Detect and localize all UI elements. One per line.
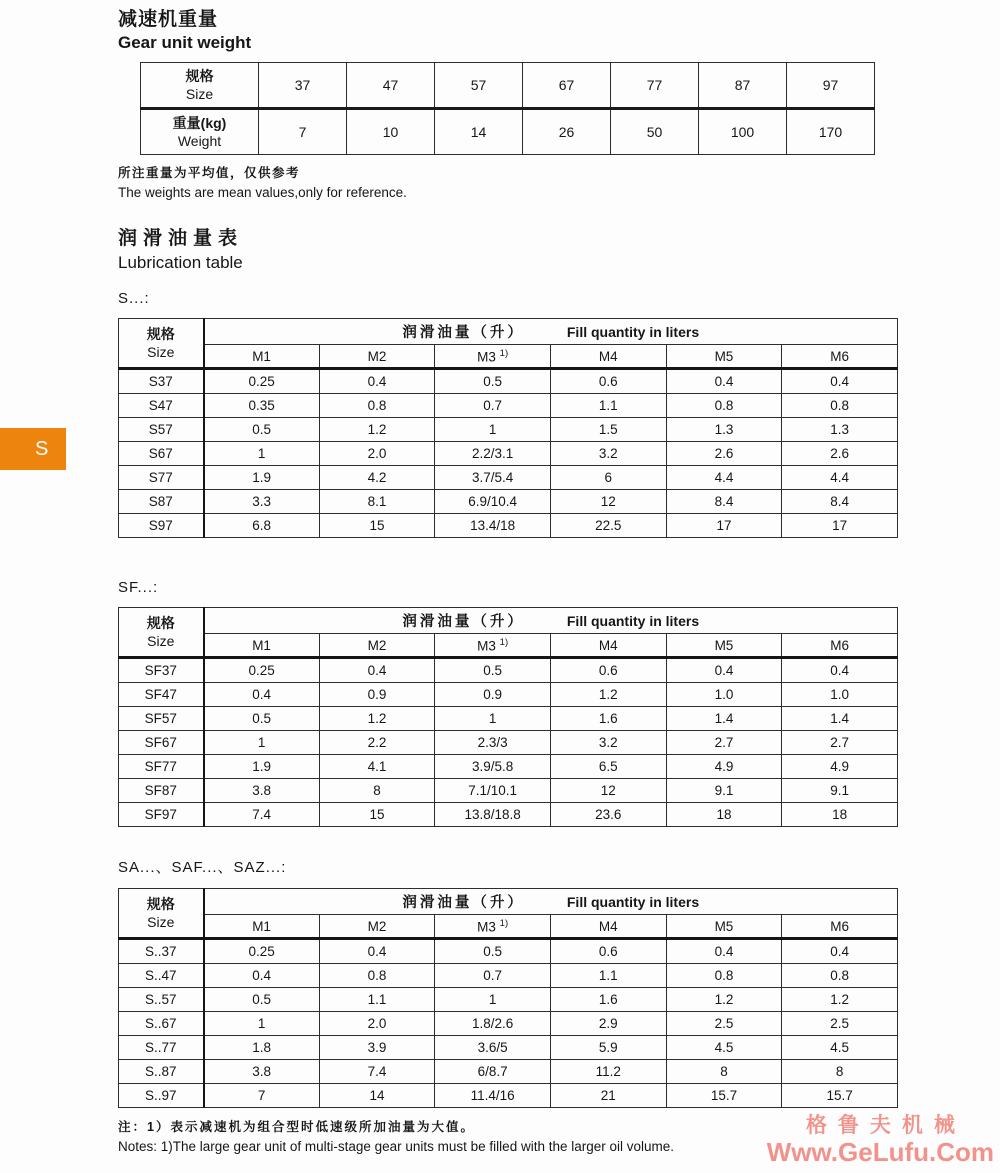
value-cell: 9.1 (666, 779, 782, 803)
value-cell: 6 (550, 466, 666, 490)
value-cell: 4.4 (666, 466, 782, 490)
m-column-header: M1 (204, 915, 320, 939)
value-cell: 0.9 (319, 683, 435, 707)
value-cell: 1 (435, 707, 551, 731)
value-cell: 1.3 (666, 418, 782, 442)
row-label-cell: S..37 (119, 939, 204, 964)
fill-quantity-label-zh: 润滑油量（升） (402, 614, 525, 630)
value-cell: 1.4 (782, 707, 898, 731)
lube-section-sf (118, 579, 918, 827)
lube-table-header (119, 889, 898, 939)
lube-table-row (119, 1060, 898, 1084)
row-label-cell: S..47 (119, 964, 204, 988)
value-cell: 3.2 (550, 731, 666, 755)
row-label-cell: S37 (119, 369, 204, 394)
lube-table-row (119, 1036, 898, 1060)
lube-table-header (119, 608, 898, 658)
m-column-header: M5 (666, 634, 782, 658)
value-cell: 1.1 (550, 394, 666, 418)
m-column-header: M2 (319, 345, 435, 369)
value-cell: 6.5 (550, 755, 666, 779)
value-cell: 0.4 (782, 658, 898, 683)
value-cell: 8.4 (782, 490, 898, 514)
value-cell: 1.0 (782, 683, 898, 707)
value-cell: 1 (435, 988, 551, 1012)
fill-quantity-header (204, 608, 898, 634)
value-cell: 3.8 (204, 779, 320, 803)
size-header-zh: 规格 (185, 68, 214, 84)
value-cell: 7 (204, 1084, 320, 1108)
value-cell: 1.8 (204, 1036, 320, 1060)
row-label-cell: S..57 (119, 988, 204, 1012)
section-label-sa: SA...、SAF...、SAZ...: (118, 859, 287, 876)
size-header-zh: 规格 (146, 615, 175, 631)
row-label-cell: S67 (119, 442, 204, 466)
value-cell: 1.8/2.6 (435, 1012, 551, 1036)
fill-quantity-label-en: Fill quantity in liters (566, 893, 700, 910)
m-column-header: M2 (319, 915, 435, 939)
value-cell: 0.7 (435, 964, 551, 988)
weight-size-cell: 97 (787, 63, 875, 109)
size-header-zh: 规格 (146, 896, 175, 912)
value-cell: 1.9 (204, 466, 320, 490)
value-cell: 0.5 (435, 369, 551, 394)
watermark (767, 1112, 994, 1166)
value-cell: 15 (319, 803, 435, 827)
weight-note-zh: 所注重量为平均值，仅供参考 (118, 166, 301, 180)
lube-table-row (119, 418, 898, 442)
value-cell: 0.25 (204, 939, 320, 964)
weight-size-cell: 67 (523, 63, 611, 109)
footnote-en: Notes: 1)The large gear unit of multi-stage gear units must be filled with the larger oil volume. (118, 1139, 675, 1154)
value-cell: 8.1 (319, 490, 435, 514)
lube-section-s (118, 290, 918, 538)
value-cell: 6.8 (204, 514, 320, 538)
section-tab-s (0, 428, 66, 470)
m-column-header: M1 (204, 634, 320, 658)
value-cell: 11.4/16 (435, 1084, 551, 1108)
weight-size-cell: 37 (259, 63, 347, 109)
value-cell: 13.4/18 (435, 514, 551, 538)
size-column-header (119, 889, 204, 939)
m3-footnote-marker: 1) (499, 347, 509, 359)
row-label-cell: SF77 (119, 755, 204, 779)
value-cell: 4.9 (666, 755, 782, 779)
value-cell: 0.8 (782, 394, 898, 418)
watermark-company-name: 格鲁夫机械 (805, 1114, 966, 1137)
value-cell: 2.2/3.1 (435, 442, 551, 466)
value-cell: 15.7 (782, 1084, 898, 1108)
m-column-header: M4 (550, 915, 666, 939)
value-cell: 1.4 (666, 707, 782, 731)
value-cell: 11.2 (550, 1060, 666, 1084)
value-cell: 17 (782, 514, 898, 538)
value-cell: 15 (319, 514, 435, 538)
row-label-cell: S..87 (119, 1060, 204, 1084)
value-cell: 2.9 (550, 1012, 666, 1036)
value-cell: 3.6/5 (435, 1036, 551, 1060)
m-column-header: M6 (782, 345, 898, 369)
value-cell: 12 (550, 490, 666, 514)
value-cell: 0.5 (204, 418, 320, 442)
value-cell: 3.8 (204, 1060, 320, 1084)
lube-section-sa (118, 856, 918, 1108)
value-cell: 2.7 (666, 731, 782, 755)
value-cell: 18 (666, 803, 782, 827)
value-cell: 2.0 (319, 442, 435, 466)
section-tab-label: S (35, 437, 49, 460)
lube-table-row (119, 466, 898, 490)
m-column-header: M4 (550, 345, 666, 369)
value-cell: 2.5 (782, 1012, 898, 1036)
weight-value-cell: 26 (523, 109, 611, 155)
lube-table-row (119, 490, 898, 514)
row-label-cell: SF87 (119, 779, 204, 803)
lube-table-row (119, 964, 898, 988)
value-cell: 1.3 (782, 418, 898, 442)
value-cell: 14 (319, 1084, 435, 1108)
weight-size-cell: 47 (347, 63, 435, 109)
row-label-cell: SF37 (119, 658, 204, 683)
row-label-cell: S..77 (119, 1036, 204, 1060)
weight-header-zh: 重量(kg) (172, 115, 227, 131)
value-cell: 1.6 (550, 707, 666, 731)
value-cell: 0.25 (204, 369, 320, 394)
row-label-cell: S..97 (119, 1084, 204, 1108)
weight-value-cell: 170 (787, 109, 875, 155)
row-label-cell: S77 (119, 466, 204, 490)
value-cell: 6/8.7 (435, 1060, 551, 1084)
weight-size-header-cell (141, 63, 259, 109)
value-cell: 8 (319, 779, 435, 803)
value-cell: 1.1 (319, 988, 435, 1012)
value-cell: 1 (204, 1012, 320, 1036)
size-header-en: Size (147, 344, 175, 360)
lube-table-row (119, 442, 898, 466)
value-cell: 0.35 (204, 394, 320, 418)
fill-quantity-header (204, 319, 898, 345)
lube-table-row (119, 1084, 898, 1108)
lube-title-zh: 润滑油量表 (118, 228, 244, 249)
value-cell: 0.5 (204, 988, 320, 1012)
row-label-cell: SF47 (119, 683, 204, 707)
fill-quantity-header (204, 889, 898, 915)
value-cell: 1 (435, 418, 551, 442)
value-cell: 0.6 (550, 939, 666, 964)
fill-quantity-header-wrap (205, 891, 898, 912)
fill-quantity-label-zh: 润滑油量（升） (402, 895, 525, 911)
value-cell: 2.3/3 (435, 731, 551, 755)
weight-value-cell: 100 (699, 109, 787, 155)
value-cell: 1.2 (666, 988, 782, 1012)
size-header-zh: 规格 (146, 326, 175, 342)
value-cell: 0.9 (435, 683, 551, 707)
weight-size-cell: 57 (435, 63, 523, 109)
lube-table-row (119, 1012, 898, 1036)
value-cell: 3.9 (319, 1036, 435, 1060)
value-cell: 6.9/10.4 (435, 490, 551, 514)
size-header-en: Size (185, 86, 214, 102)
weight-header-en: Weight (177, 133, 222, 149)
lube-table-row (119, 731, 898, 755)
value-cell: 0.7 (435, 394, 551, 418)
section-label-sf: SF...: (118, 579, 159, 596)
value-cell: 0.4 (666, 658, 782, 683)
value-cell: 0.4 (204, 964, 320, 988)
value-cell: 0.4 (204, 683, 320, 707)
value-cell: 0.8 (666, 964, 782, 988)
fill-quantity-label-en: Fill quantity in liters (566, 323, 700, 340)
value-cell: 1.2 (319, 707, 435, 731)
lube-table-row (119, 939, 898, 964)
m-column-header: M3 $^{1)}$ (435, 634, 551, 658)
value-cell: 3.3 (204, 490, 320, 514)
value-cell: 2.7 (782, 731, 898, 755)
value-cell: 1.9 (204, 755, 320, 779)
value-cell: 3.9/5.8 (435, 755, 551, 779)
weight-size-cell: 87 (699, 63, 787, 109)
value-cell: 1.5 (550, 418, 666, 442)
row-label-cell: S..67 (119, 1012, 204, 1036)
value-cell: 0.4 (319, 369, 435, 394)
lube-table-sa (118, 888, 898, 1108)
lube-table-row (119, 988, 898, 1012)
row-label-cell: S47 (119, 394, 204, 418)
value-cell: 2.5 (666, 1012, 782, 1036)
value-cell: 0.4 (319, 658, 435, 683)
weight-title-en: Gear unit weight (118, 33, 252, 52)
value-cell: 4.9 (782, 755, 898, 779)
value-cell: 2.0 (319, 1012, 435, 1036)
lube-table-row (119, 394, 898, 418)
value-cell: 4.2 (319, 466, 435, 490)
value-cell: 4.4 (782, 466, 898, 490)
value-cell: 0.4 (782, 369, 898, 394)
weight-note-en: The weights are mean values,only for reference. (118, 185, 407, 200)
value-cell: 0.4 (319, 939, 435, 964)
value-cell: 9.1 (782, 779, 898, 803)
row-label-cell: S87 (119, 490, 204, 514)
lube-header-row-1 (119, 319, 898, 345)
m-column-header: M2 (319, 634, 435, 658)
section-label-s: S...: (118, 290, 150, 307)
value-cell: 5.9 (550, 1036, 666, 1060)
size-header-en: Size (147, 914, 175, 930)
value-cell: 1.2 (319, 418, 435, 442)
value-cell: 3.7/5.4 (435, 466, 551, 490)
footnote-zh: 注：1）表示减速机为组合型时低速级所加油量为大值。 (118, 1120, 475, 1134)
weight-value-cell: 14 (435, 109, 523, 155)
fill-quantity-header-wrap (205, 321, 898, 342)
fill-quantity-label-zh: 润滑油量（升） (402, 325, 525, 341)
value-cell: 0.8 (319, 964, 435, 988)
lube-header-row-1 (119, 889, 898, 915)
m-column-header: M1 (204, 345, 320, 369)
value-cell: 0.5 (435, 939, 551, 964)
weight-table-weight-row (141, 109, 875, 155)
value-cell: 8 (666, 1060, 782, 1084)
value-cell: 13.8/18.8 (435, 803, 551, 827)
weight-table (140, 62, 875, 155)
lube-table-body (119, 658, 898, 827)
m-column-header: M3 $^{1)}$ (435, 915, 551, 939)
lube-table-row (119, 707, 898, 731)
lube-table-row (119, 683, 898, 707)
value-cell: 3.2 (550, 442, 666, 466)
value-cell: 0.4 (666, 369, 782, 394)
value-cell: 8.4 (666, 490, 782, 514)
lube-table-row (119, 514, 898, 538)
value-cell: 0.25 (204, 658, 320, 683)
lube-table-body (119, 939, 898, 1108)
lube-table-sf (118, 607, 898, 827)
value-cell: 7.4 (319, 1060, 435, 1084)
value-cell: 7.1/10.1 (435, 779, 551, 803)
row-label-cell: S57 (119, 418, 204, 442)
value-cell: 4.1 (319, 755, 435, 779)
row-label-cell: SF97 (119, 803, 204, 827)
weight-value-cell: 50 (611, 109, 699, 155)
lube-title-en: Lubrication table (118, 253, 243, 272)
page-content (118, 8, 918, 1154)
value-cell: 1.1 (550, 964, 666, 988)
value-cell: 1.0 (666, 683, 782, 707)
value-cell: 21 (550, 1084, 666, 1108)
lube-table-row (119, 658, 898, 683)
value-cell: 15.7 (666, 1084, 782, 1108)
lube-table-row (119, 369, 898, 394)
value-cell: 17 (666, 514, 782, 538)
m3-footnote-marker: 1) (499, 917, 509, 929)
value-cell: 1.2 (782, 988, 898, 1012)
row-label-cell: S97 (119, 514, 204, 538)
row-label-cell: SF67 (119, 731, 204, 755)
size-column-header (119, 608, 204, 658)
weight-title-zh: 减速机重量 (118, 9, 219, 30)
value-cell: 4.5 (666, 1036, 782, 1060)
weight-value-cell: 7 (259, 109, 347, 155)
weight-size-cell: 77 (611, 63, 699, 109)
m-column-header: M5 (666, 345, 782, 369)
value-cell: 2.6 (782, 442, 898, 466)
value-cell: 1 (204, 442, 320, 466)
lube-table-row (119, 755, 898, 779)
lube-table-row (119, 803, 898, 827)
lube-header-row-m (119, 634, 898, 658)
fill-quantity-label-en: Fill quantity in liters (566, 612, 700, 629)
m-column-header: M5 (666, 915, 782, 939)
value-cell: 0.4 (782, 939, 898, 964)
size-header-en: Size (147, 633, 175, 649)
fill-quantity-header-wrap (205, 610, 898, 631)
value-cell: 22.5 (550, 514, 666, 538)
m-column-header: M6 (782, 915, 898, 939)
m-column-header: M4 (550, 634, 666, 658)
lube-header-row-m (119, 915, 898, 939)
value-cell: 0.6 (550, 369, 666, 394)
value-cell: 23.6 (550, 803, 666, 827)
value-cell: 18 (782, 803, 898, 827)
value-cell: 1.6 (550, 988, 666, 1012)
watermark-website: Www.GeLufu.Com (766, 1137, 994, 1167)
row-label-cell: SF57 (119, 707, 204, 731)
value-cell: 0.5 (204, 707, 320, 731)
m-column-header: M3 $^{1)}$ (435, 345, 551, 369)
value-cell: 8 (782, 1060, 898, 1084)
value-cell: 2.2 (319, 731, 435, 755)
value-cell: 0.5 (435, 658, 551, 683)
value-cell: 2.6 (666, 442, 782, 466)
value-cell: 0.8 (319, 394, 435, 418)
value-cell: 1.2 (550, 683, 666, 707)
m3-footnote-marker: 1) (499, 636, 509, 648)
lube-table-header (119, 319, 898, 369)
lube-header-row-1 (119, 608, 898, 634)
value-cell: 0.6 (550, 658, 666, 683)
lube-table-row (119, 779, 898, 803)
value-cell: 0.4 (666, 939, 782, 964)
weight-table-size-row (141, 63, 875, 109)
value-cell: 4.5 (782, 1036, 898, 1060)
lube-table-s (118, 318, 898, 538)
value-cell: 0.8 (782, 964, 898, 988)
size-column-header (119, 319, 204, 369)
value-cell: 7.4 (204, 803, 320, 827)
value-cell: 1 (204, 731, 320, 755)
lube-header-row-m (119, 345, 898, 369)
weight-kg-header-cell (141, 109, 259, 155)
lube-table-body (119, 369, 898, 538)
value-cell: 12 (550, 779, 666, 803)
m-column-header: M6 (782, 634, 898, 658)
weight-value-cell: 10 (347, 109, 435, 155)
value-cell: 0.8 (666, 394, 782, 418)
